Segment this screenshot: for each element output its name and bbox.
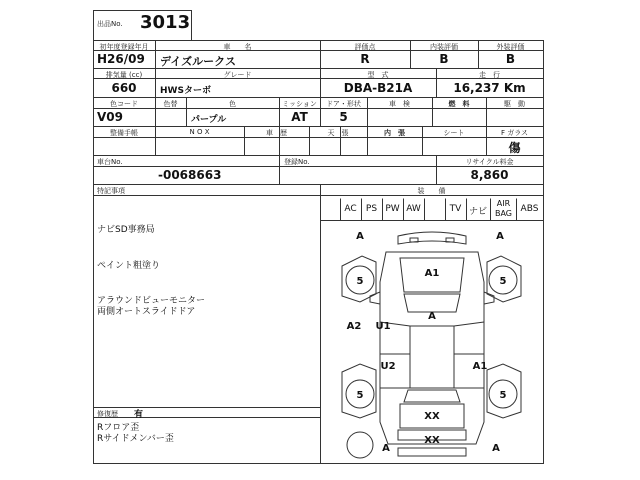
note-line: ナビSD事務局 [97,225,155,235]
mark-trunk: XX [424,411,440,422]
mark-rear: XX [424,435,440,446]
chassis-value: -0068663 [158,168,222,182]
mark-front-left: A [356,231,364,242]
year-value: H26/09 [97,52,145,66]
doors-value: 5 [339,110,348,124]
fuel-label: 燃 料 [448,100,470,108]
mileage-value: 16,237 Km [453,81,526,95]
repair-value: 有 [134,410,144,420]
color-code-label: 色コード [110,100,138,108]
equipment-label: 装 備 [417,187,446,195]
mark-tire-rr: 5 [499,390,507,401]
equipment-aw: AW [406,204,421,214]
interior-value: B [439,52,449,66]
displacement-value: 660 [111,81,137,95]
f-glass-label: F ガラス [500,129,529,137]
equipment-pw: PW [385,204,400,214]
mark-roof: A [428,311,436,322]
mark-left-front: A2 [346,321,362,332]
note-line: ペイント粗塗り [97,261,161,271]
recycle-value: 8,860 [470,168,509,182]
displacement-label: 排気量 (cc) [105,71,143,79]
lot-number-label: 出品No. [97,20,123,28]
history-label: 車 歴 [266,129,287,137]
manual-label: 整備手帳 [110,129,138,137]
lot-number: 3013 [140,12,191,33]
year-label: 初年度登録年月 [99,43,149,51]
grade-label: グレード [223,71,252,79]
mark-left-front-inner: U1 [375,321,391,332]
color-change-label: 色替 [163,100,178,108]
mark-right-rear: A1 [472,361,488,372]
equipment-ps: PS [365,204,378,214]
car-name-label: 車 名 [223,43,252,51]
mileage-label: 走 行 [479,71,500,79]
mark-tire-fr: 5 [499,276,507,287]
chassis-label: 車台No. [97,158,123,166]
inspection-label: 車 検 [389,100,410,108]
reg-label: 登録No. [284,158,310,166]
nox-label: N O X [189,128,210,136]
mark-tire-fl: 5 [356,276,364,287]
note-line: 両側オートスライドドア [97,307,196,317]
notes-label: 特記事項 [97,187,125,195]
color-value: パープル [191,115,227,125]
repair-line: Rフロア歪 [97,423,140,433]
interior-trim-label: 内 張 [384,129,405,137]
ceiling-label: 天 張 [327,129,349,137]
repair-label: 修復歴 [97,410,118,418]
exterior-label: 外装評価 [496,43,525,51]
mark-rear-left: A [382,443,390,454]
recycle-label: リサイクル料金 [465,158,514,166]
color-code-value: V09 [97,110,123,124]
color-label: 色 [229,100,236,108]
drive-label: 駆 動 [504,100,525,108]
equipment-navi: ナビ [468,207,487,217]
equipment-tv: TV [449,204,462,214]
f-glass-value: 傷 [508,141,521,155]
equipment-abs: ABS [520,204,539,214]
grade-value: HWSターボ [160,86,211,96]
equipment-ac: AC [344,204,357,214]
doors-label: ドア・形状 [326,100,361,108]
car-name-value: デイズルークス [160,55,237,68]
mark-tire-rl: 5 [356,390,364,401]
equipment-airbag: AIR BAG [494,199,513,218]
score-value: R [360,52,370,66]
interior-label: 内装評価 [430,43,458,51]
note-line: アラウンドビューモニター [97,296,206,306]
mark-hood: A1 [424,268,440,279]
seat-label: シート [443,129,465,137]
repair-line: Rサイドメンバー歪 [97,434,174,444]
car-diagram [320,222,543,462]
transmission-value: AT [291,110,308,124]
exterior-value: B [505,52,516,66]
model-label: 型 式 [367,71,389,79]
mark-left-rear: U2 [380,361,396,372]
mark-front-right: A [496,231,504,242]
score-label: 評価点 [354,43,376,51]
model-value: DBA-B21A [343,81,413,95]
mark-rear-right: A [492,443,500,454]
transmission-label: ミッション [282,100,317,108]
